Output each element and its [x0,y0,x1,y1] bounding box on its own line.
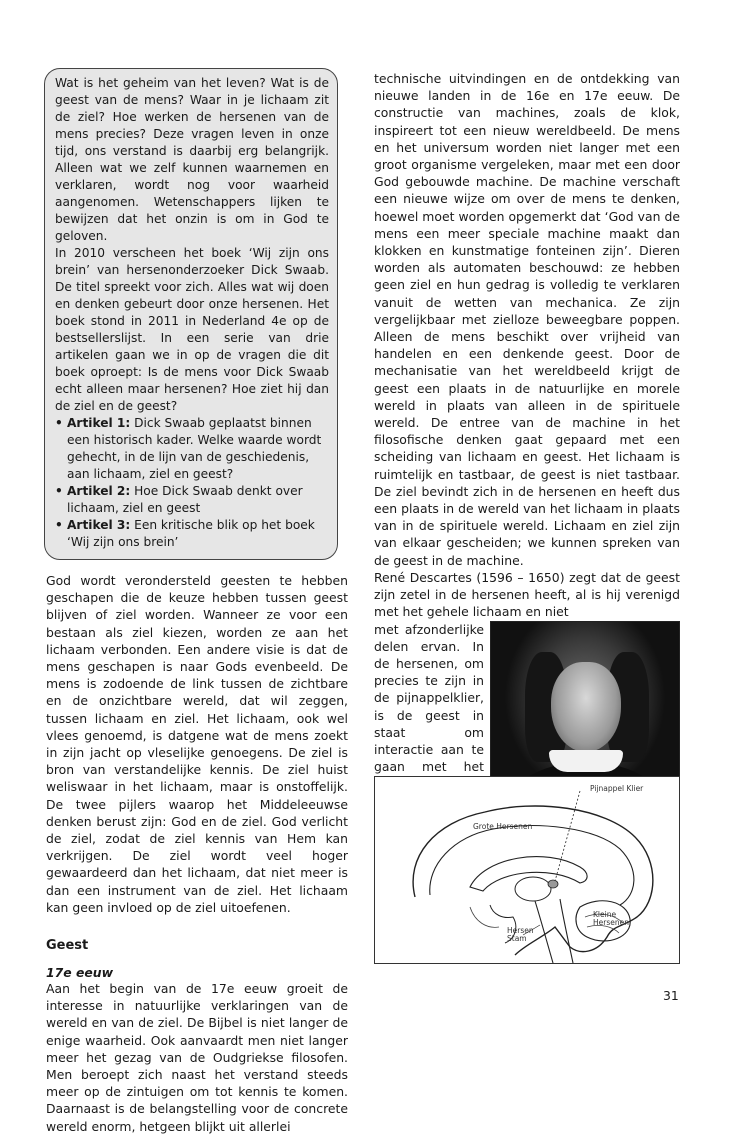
article-label: Artikel 1: [67,416,131,430]
left-body-paragraph: God wordt verondersteld geesten te hebben geschapen die de keuze hebben tussen geest blijven of ziel worden. Wanneer ze voor een bestaan als ziel kiezen, worden ze aan het lichaam verbonden. Een andere visie is dat de mens geschapen is naar Gods evenbeeld. De mens is zodoende de link tussen de zichtbare en de onzichtbare wereld, dat wil zeggen, tussen lichaam en ziel. Het lichaam, ook wel vlees genoemd, is datgene wat de mens zoekt in zijn jacht op vleselijke genoegens. De ziel is bron van verstandelijke kennis. De ziel huist weliswaar in het lichaam, maar is onstoffelijk. De twee pijlers waarop het Middeleeuwse denken berust zijn: God en de ziel. God verlicht de ziel, zodat de ziel kennis van Hem kan verkrijgen. De ziel wordt veel hoger gewaardeerd dan het lichaam, dat niet meer is dan een instrument van de ziel. Het lichaam kan geen invloed op de ziel uitoefenen. [46,573,348,915]
intro-paragraph-2: In 2010 verscheen het boek ‘Wij zijn ons brein’ van hersenonderzoeker Dick Swaab. De titel spreekt voor zich. Alles wat wij doen en denken gebeurt door onze hersenen. Het boek stond in 2011 in Nederland 4e op de bestsellerslijst. In een serie van drie artikelen gaan we in op de vragen die dit boek oproept: Is de mens voor Dick Swaab echt alleen maar hersenen? Hoe ziet hij dan de ziel en de geest? [55,246,329,413]
section-body-paragraph: Aan het begin van de 17e eeuw groeit de interesse in natuurlijke verklaringen van de wereld en van de ziel. De Bijbel is niet langer de enige waarheid. Ook aanvaardt men niet langer meer het gezag van de Oudgriekse filosofen. Men beroept zich naast het verstand steeds meer op de zintuigen om tot kennis te komen. Daarnaast is de belangstelling voor de concrete wereld enorm, hetgeen blijkt uit allerlei [46,981,348,1134]
section-subheading: 17e eeuw [46,965,114,981]
brain-diagram [374,776,680,964]
article-label: Artikel 2: [67,484,131,498]
list-item [55,415,329,483]
right-body-paragraph: technische uitvindingen en de ontdekking van nieuwe landen in de 16e en 17e eeuw. De constructie van machines, zoals de klok, inspireert tot een nieuw wereldbeeld. De mens en het universum worden niet langer met een groot organisme vergeleken, maar met een door God gebouwde machine. De machine verschaft een nieuwe wijze om over de mens te denken, hoewel moet worden opgemerkt dat ‘God van de mens een meer speciale machine maakt dan klokken en kunstmatige fonteinen zijn’. Dieren worden als automaten beschouwd: ze hebben geen ziel en hun gedrag is volledig te verklaren vanuit de wetten van mechanica. Ze zijn vergelijkbaar met zielloze beweegbare poppen. Alleen de mens beschikt over vrijheid van handelen en een denkende geest. Door de mechanisatie van het wereldbeeld krijgt de geest een plaats in de natuurlijke en morele wereld in plaats van alleen in de spirituele wereld. De entree van de machine in het filosofische denken gaat gepaard met een scheiding van lichaam en geest. Het lichaam is ruimtelijk en tastbaar, de geest is niet tastbaar. De ziel bevindt zich in de hersenen en heeft dus een plaats in de wereld van het lichaam in plaats van in de spirituele wereld. Lichaam en ziel zijn van elkaar gescheiden; we kunnen spreken van de geest in de machine. [374,71,680,568]
intro-box [44,68,338,560]
article-text: Dick Swaab geplaatst binnen een historisch kader. Welke waarde wordt gehecht, in de lijn van de geschiedenis, aan lichaam, ziel en geest? [67,416,322,481]
label-pineal-gland: Pijnappel Klier [590,784,644,793]
intro-paragraph-1: Wat is het geheim van het leven? Wat is de geest van de mens? Waar in je lichaam zit de ziel? Hoe werken de hersenen van de mens precies? Deze vragen leven in onze tijd, ons verstand is daarbij erg belangrijk. Alleen wat we zelf kunnen waarnemen en verklaren, wordt nog voor waarheid aangenomen. Wetenschappers lijken te bewijzen dat het onzin is om in God te geloven. [55,76,329,243]
descartes-paragraph: René Descartes (1596 – 1650) zegt dat de geest zijn zetel in de hersenen heeft, al is hij verenigd met het gehele lichaam en niet [374,569,680,620]
section-heading: Geest [46,938,89,954]
page-number: 31 [663,988,679,1003]
label-brainstem: Hersen Stam [507,926,534,943]
descartes-wrap-text: met afzonderlijke delen ervan. In de hersenen, om precies te zijn in de pijnappelklier, is de geest in staat om interactie aan te gaan met het [374,621,484,775]
label-cerebrum: Grote Hersenen [473,822,533,831]
left-column [46,68,348,1135]
article-list [55,415,329,551]
article-text: Hoe Dick Swaab denkt over lichaam, ziel en geest [67,484,303,515]
article-text: Een kritische blik op het boek ‘Wij zijn ons brein’ [67,518,315,549]
list-item [55,483,329,517]
list-item [55,517,329,551]
article-label: Artikel 3: [67,518,131,532]
label-cerebellum: Kleine Hersenen [593,910,629,927]
